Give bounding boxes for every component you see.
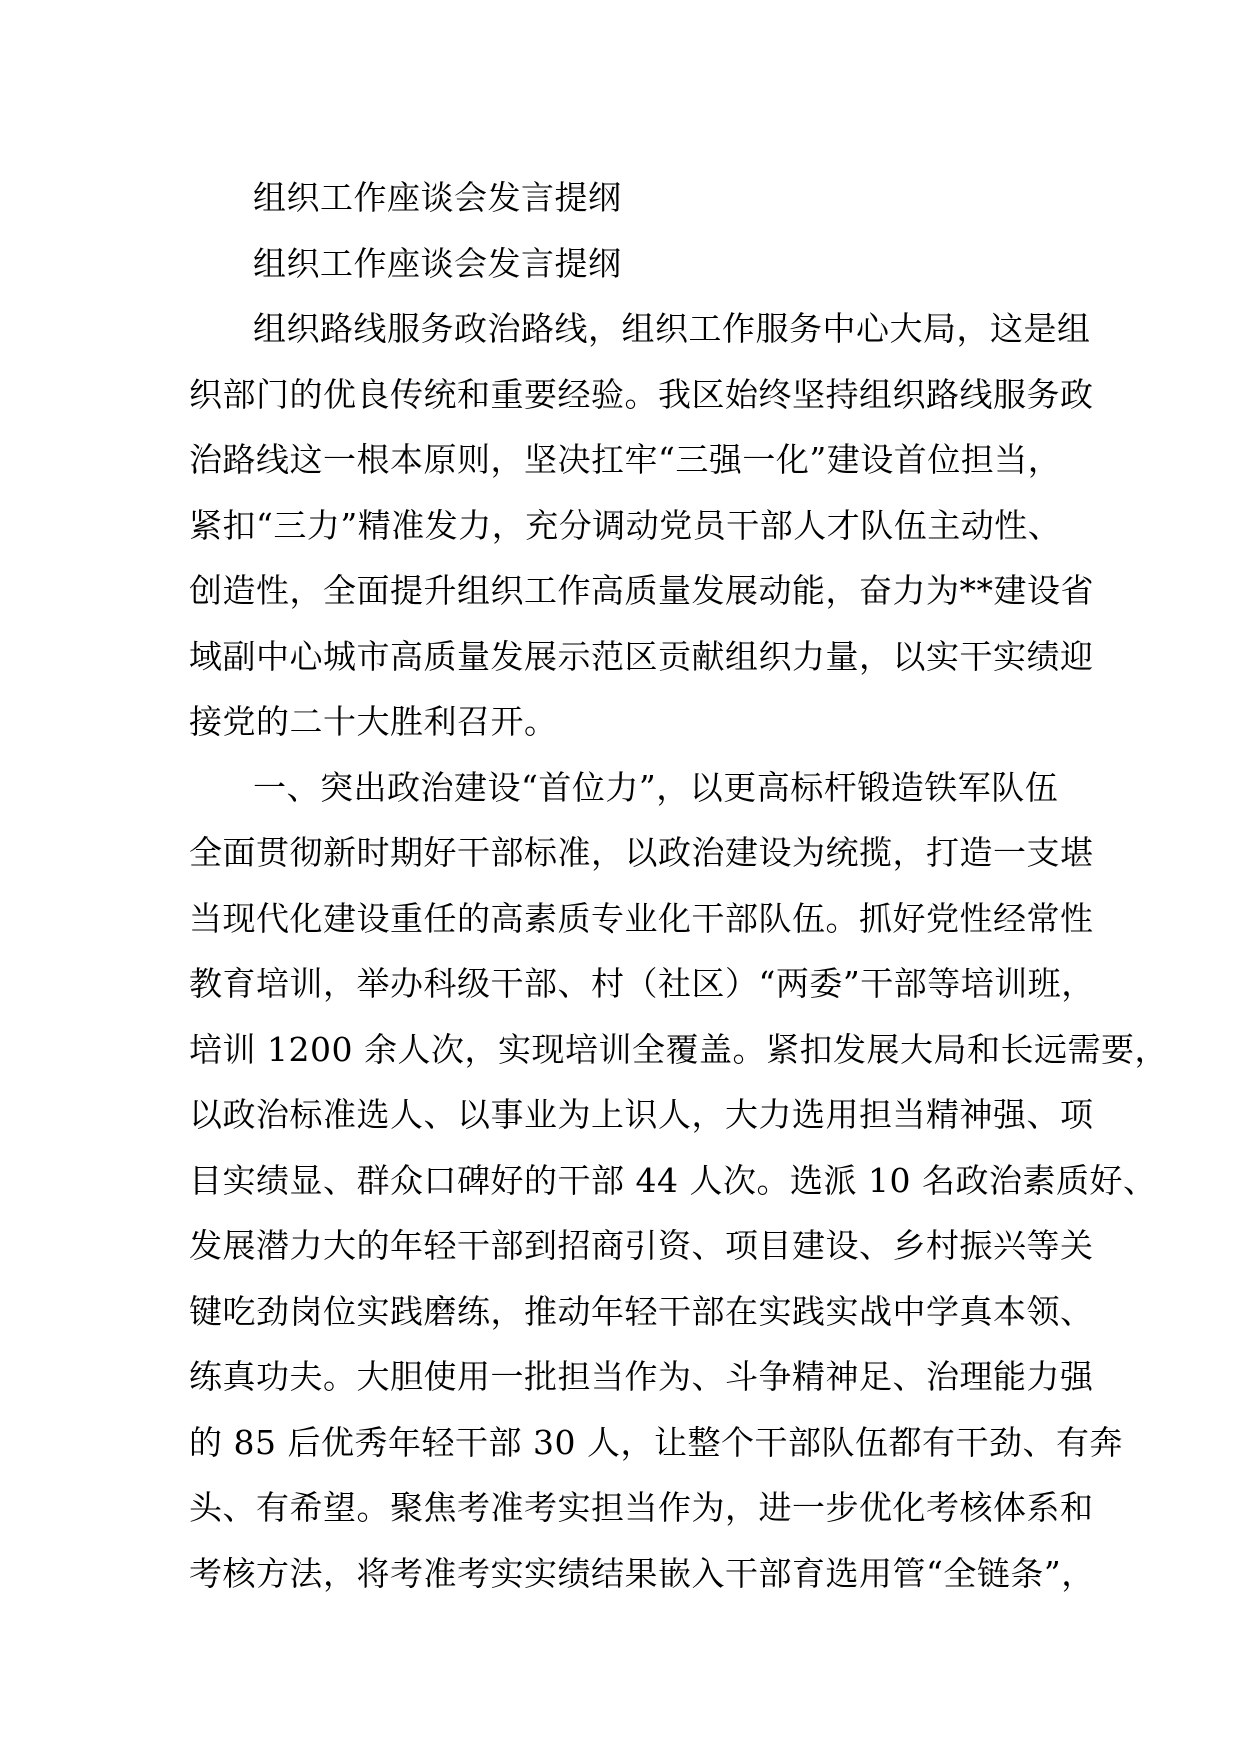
intro-paragraph: [189, 296, 1094, 755]
paragraph-line: 以政治标准选人、以事业为上识人，大力选用担当精神强、项: [189, 1095, 1094, 1134]
paragraph-line: 当现代化建设重任的高素质专业化干部队伍。抓好党性经常性: [189, 898, 1094, 938]
document-title: 组织工作座谈会发言提纲: [253, 178, 622, 217]
paragraph-line: 考核方法，将考准考实实绩结果嵌入干部育选用管“全链条”，: [189, 1553, 1095, 1593]
paragraph-line: 织部门的优良传统和重要经验。我区始终坚持组织路线服务政: [189, 374, 1094, 414]
paragraph-line: 全面贯彻新时期好干部标准，以政治建设为统揽，打造一支堪: [189, 833, 1094, 872]
paragraph-line: 发展潜力大的年轻干部到招商引资、项目建设、乡村振兴等关: [189, 1226, 1094, 1265]
paragraph-line: 域副中心城市高质量发展示范区贡献组织力量，以实干实绩迎: [189, 636, 1094, 676]
paragraph-line: 练真功夫。大胆使用一批担当作为、斗争精神足、治理能力强: [189, 1357, 1094, 1396]
paragraph-line: 接党的二十大胜利召开。: [189, 702, 558, 741]
paragraph-line: 的 85 后优秀年轻干部 30 人，让整个干部队伍都有干劲、有奔: [189, 1422, 1123, 1462]
paragraph-line: 治路线这一根本原则，坚决扛牢“三强一化”建设首位担当，: [189, 440, 1062, 479]
paragraph-line: 键吃劲岗位实践磨练，推动年轻干部在实践实战中学真本领、: [189, 1291, 1094, 1331]
document-subtitle: 组织工作座谈会发言提纲: [253, 243, 622, 283]
paragraph-line: 培训 1200 余人次，实现培训全覆盖。紧扣发展大局和长远需要，: [189, 1029, 1168, 1069]
paragraph-line: 组织路线服务政治路线，组织工作服务中心大局，这是组: [253, 309, 1091, 348]
section-heading: 一、突出政治建设“首位力”，以更高标杆锻造铁军队伍: [253, 767, 1059, 807]
paragraph-line: 头、有希望。聚焦考准考实担当作为，进一步优化考核体系和: [189, 1488, 1094, 1527]
document-body: [189, 165, 1168, 1606]
paragraph-line: 紧扣“三力”精准发力，充分调动党员干部人才队伍主动性、: [189, 505, 1062, 545]
paragraph-line: 目实绩显、群众口碑好的干部 44 人次。选派 10 名政治素质好、: [189, 1160, 1157, 1200]
paragraph-line: 教育培训，举办科级干部、村（社区）“两委”干部等培训班，: [189, 964, 1095, 1003]
paragraph-line: 创造性，全面提升组织工作高质量发展动能，奋力为**建设省: [189, 571, 1094, 610]
section-1-paragraph: [189, 820, 1168, 1606]
